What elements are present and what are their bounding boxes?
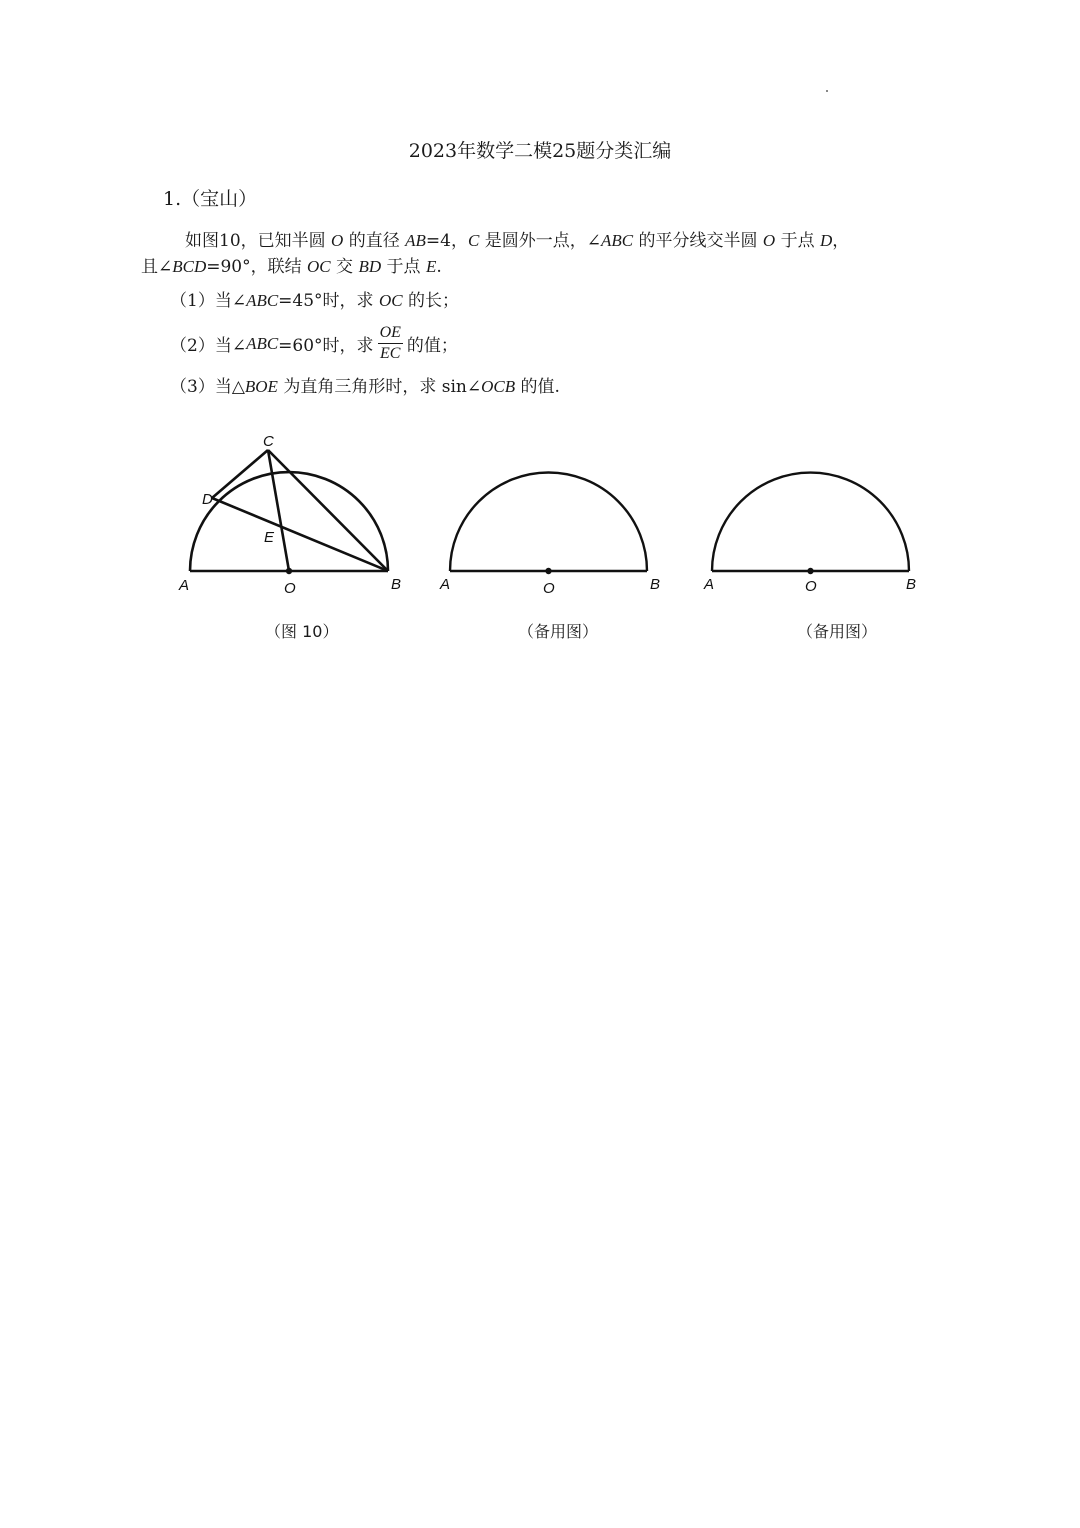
label-d: D: [202, 491, 213, 508]
label-b: B: [391, 576, 402, 593]
label-b: B: [906, 576, 917, 593]
backup-figure-1: [450, 473, 647, 572]
backup-figure-1-caption: （备用图）: [518, 622, 599, 641]
scan-speck: [826, 90, 828, 92]
label-a: A: [179, 577, 190, 594]
question-3: （3）当△BOE 为直角三角形时，求 sin∠OCB 的值.: [170, 377, 560, 397]
semicircle-arc: [712, 473, 909, 571]
segment-db: [212, 498, 388, 571]
label-c: C: [263, 433, 274, 450]
figure-10-caption: （图 10）: [265, 622, 339, 641]
backup-figure-2-caption: （备用图）: [797, 622, 878, 641]
label-a: A: [440, 576, 451, 593]
geometry-figures: [0, 425, 1080, 615]
label-o: O: [284, 580, 296, 597]
label-b: B: [650, 576, 661, 593]
label-o: O: [805, 578, 817, 595]
center-point-o: [807, 568, 813, 574]
section-heading: 1.（宝山）: [163, 188, 258, 210]
page-title: 2023年数学二模25题分类汇编: [408, 140, 672, 162]
center-point-o: [545, 568, 551, 574]
problem-statement: 如图10，已知半圆 O 的直径 AB=4，C 是圆外一点，∠ABC 的平分线交半圆 O 于点 D， 且∠BCD=90°，联结 OC 交 BD 于点 E.: [141, 231, 850, 277]
semicircle-arc: [450, 473, 647, 572]
label-e: E: [264, 529, 275, 546]
fraction-oe-ec: $\frac{OE}{EC}$: [379, 324, 401, 362]
center-point-o: [286, 568, 292, 574]
question-2: （2）当∠ ABC =60°时，求 $\frac{OE}{EC}$ 的值；: [170, 324, 458, 362]
figure-10: [190, 450, 388, 571]
semicircle-arc: [190, 472, 388, 571]
label-a: A: [704, 576, 715, 593]
backup-figure-2: [712, 473, 909, 571]
label-o: O: [543, 580, 555, 597]
segment-dc: [212, 450, 268, 498]
question-1: （1）当∠ABC=45°时，求 OC 的长；: [170, 291, 459, 311]
